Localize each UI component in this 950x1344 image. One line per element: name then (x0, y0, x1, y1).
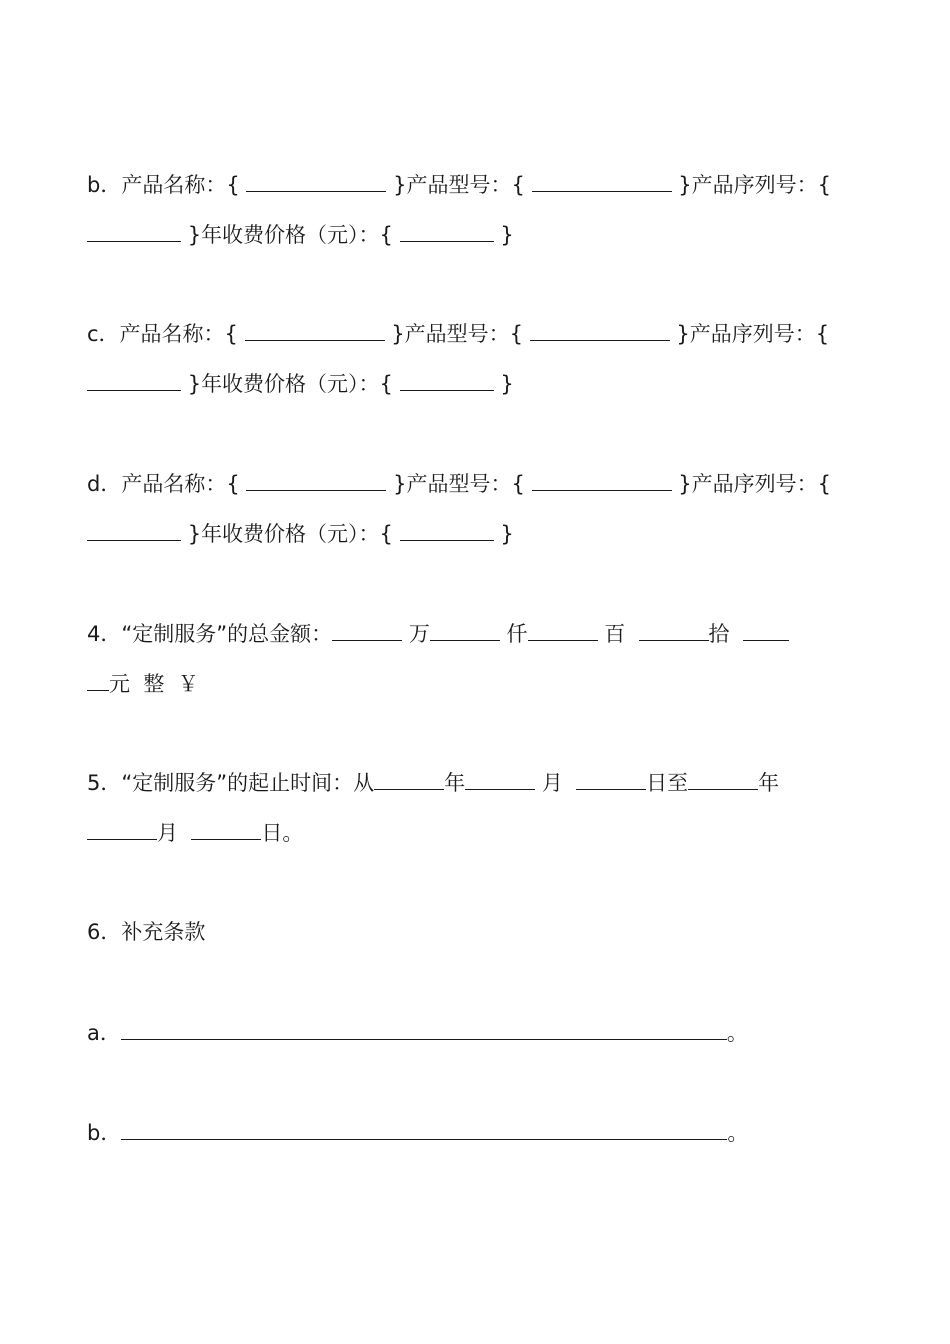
unit-day-end: 日。 (261, 821, 304, 845)
start-day-field[interactable] (576, 771, 646, 790)
row-prefix: b． (87, 173, 122, 197)
brace-close: } (187, 372, 202, 396)
brace-close: } (676, 322, 690, 346)
end-day-field[interactable] (191, 821, 261, 840)
amount-yuan-field-part1[interactable] (743, 622, 789, 641)
product-model-label: 产品型号：{ (406, 173, 525, 197)
total-amount-line2 (87, 669, 199, 699)
item-end: 。 (726, 1021, 748, 1045)
product-row-b-line2 (87, 220, 514, 250)
product-row-b-line1 (87, 170, 831, 200)
item-end: 。 (727, 1121, 749, 1145)
product-row-c-line2 (87, 369, 514, 399)
annual-price-field[interactable] (400, 372, 494, 391)
amount-wan-field[interactable] (332, 622, 402, 641)
section-heading: 6．补充条款 (87, 920, 206, 944)
row-prefix: c． (87, 322, 120, 346)
product-name-field[interactable] (246, 472, 386, 491)
end-month-field[interactable] (87, 821, 157, 840)
amount-shi-field[interactable] (639, 622, 709, 641)
service-period-line1 (87, 768, 779, 798)
product-name-field[interactable] (245, 322, 385, 341)
annual-price-field[interactable] (400, 522, 494, 541)
service-period-line2 (87, 818, 303, 848)
start-year-field[interactable] (374, 771, 444, 790)
unit-month-start: 月 (541, 771, 563, 795)
product-name-label: 产品名称：{ (119, 322, 238, 346)
unit-bai: 百 (604, 622, 626, 646)
product-row-d-line2 (87, 519, 514, 549)
unit-qian: 仟 (506, 622, 528, 646)
start-month-field[interactable] (465, 771, 535, 790)
product-model-label: 产品型号：{ (404, 322, 524, 346)
product-name-field[interactable] (246, 173, 386, 192)
annual-price-label: 年收费价格（元）：{ (201, 372, 393, 396)
brace-close: } (391, 322, 405, 346)
brace-close: } (393, 173, 407, 197)
supplementary-item-a (87, 1018, 748, 1048)
product-serial-label: 产品序列号：{ (691, 472, 831, 496)
product-serial-field[interactable] (87, 372, 181, 391)
brace-close: } (500, 522, 514, 546)
product-model-field[interactable] (530, 322, 670, 341)
brace-close: } (678, 472, 692, 496)
unit-shi: 拾 (708, 622, 730, 646)
brace-close: } (500, 372, 514, 396)
annual-price-label: 年收费价格（元）：{ (201, 522, 393, 546)
brace-close: } (393, 472, 407, 496)
currency-symbol: ￥ (177, 672, 199, 696)
annual-price-field[interactable] (400, 223, 494, 242)
product-name-label: 产品名称：{ (121, 173, 240, 197)
supplementary-term-a-field[interactable] (121, 1021, 727, 1040)
unit-zheng: 整 (143, 672, 165, 696)
product-model-field[interactable] (532, 472, 672, 491)
total-amount-line1 (87, 619, 789, 649)
end-year-field[interactable] (688, 771, 758, 790)
amount-yuan-field-part2[interactable] (87, 672, 109, 691)
product-serial-field[interactable] (87, 223, 181, 242)
brace-close: } (678, 173, 692, 197)
product-row-d-line1 (87, 469, 831, 499)
product-serial-field[interactable] (87, 522, 181, 541)
brace-close: } (187, 522, 202, 546)
amount-qian-field[interactable] (430, 622, 500, 641)
row-prefix: d． (87, 472, 122, 496)
service-period-label: 5．“定制服务”的起止时间：从 (87, 771, 375, 795)
product-serial-label: 产品序列号：{ (691, 173, 831, 197)
unit-yuan: 元 (109, 672, 130, 696)
amount-bai-field[interactable] (528, 622, 598, 641)
unit-year-end: 年 (758, 771, 780, 795)
unit-wan: 万 (408, 622, 430, 646)
supplementary-term-b-field[interactable] (121, 1121, 727, 1140)
product-model-field[interactable] (532, 173, 672, 192)
annual-price-label: 年收费价格（元）：{ (201, 223, 393, 247)
supplementary-item-b (87, 1118, 748, 1148)
product-serial-label: 产品序列号：{ (689, 322, 830, 346)
supplementary-heading (87, 917, 205, 947)
total-amount-label: 4．“定制服务”的总金额： (87, 622, 333, 646)
item-prefix: b． (87, 1121, 122, 1145)
unit-year-start: 年 (444, 771, 466, 795)
product-row-c-line1 (87, 319, 829, 349)
product-name-label: 产品名称：{ (121, 472, 240, 496)
unit-month-end: 月 (157, 821, 178, 845)
brace-close: } (500, 223, 514, 247)
brace-close: } (187, 223, 202, 247)
item-prefix: a． (87, 1021, 121, 1045)
product-model-label: 产品型号：{ (406, 472, 525, 496)
unit-day-to: 日至 (646, 771, 689, 795)
